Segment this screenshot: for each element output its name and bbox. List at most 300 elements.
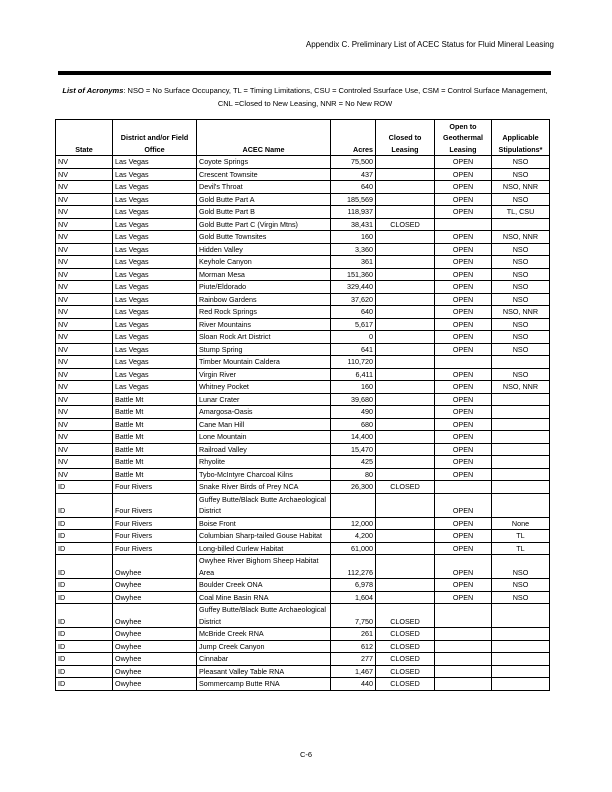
- cell-acres: 61,000: [331, 542, 376, 555]
- table-row: [56, 193, 550, 206]
- cell-office: Battle Mt: [113, 456, 197, 469]
- cell-closed: [376, 306, 435, 319]
- cell-acec-name: Rhyolite: [197, 456, 331, 469]
- cell-office: Four Rivers: [113, 517, 197, 530]
- cell-geothermal: [435, 640, 492, 653]
- cell-closed: CLOSED: [376, 653, 435, 666]
- cell-acec-name: Jump Creek Canyon: [197, 640, 331, 653]
- cell-acec-name: Guffey Butte/Black Butte Archaeological District: [197, 604, 331, 628]
- cell-acec-name: Owyhee River Bighorn Sheep Habitat Area: [197, 555, 331, 579]
- cell-geothermal: OPEN: [435, 493, 492, 517]
- cell-stipulations: [492, 356, 550, 369]
- table-row: [56, 331, 550, 344]
- cell-state: NV: [56, 156, 113, 169]
- cell-office: Las Vegas: [113, 293, 197, 306]
- cell-acres: 1,604: [331, 591, 376, 604]
- cell-geothermal: OPEN: [435, 530, 492, 543]
- cell-acec-name: Lunar Crater: [197, 393, 331, 406]
- cell-office: Owyhee: [113, 640, 197, 653]
- cell-state: NV: [56, 243, 113, 256]
- cell-acec-name: Gold Butte Part A: [197, 193, 331, 206]
- cell-office: Battle Mt: [113, 418, 197, 431]
- cell-closed: [376, 231, 435, 244]
- cell-acres: 37,620: [331, 293, 376, 306]
- cell-stipulations: NSO: [492, 343, 550, 356]
- cell-acec-name: Boulder Creek ONA: [197, 579, 331, 592]
- cell-acres: 361: [331, 256, 376, 269]
- cell-state: ID: [56, 678, 113, 691]
- cell-closed: [376, 579, 435, 592]
- cell-office: Las Vegas: [113, 268, 197, 281]
- cell-acec-name: Amargosa-Oasis: [197, 406, 331, 419]
- cell-acres: 80: [331, 468, 376, 481]
- cell-acres: 110,720: [331, 356, 376, 369]
- cell-office: Four Rivers: [113, 542, 197, 555]
- cell-geothermal: OPEN: [435, 231, 492, 244]
- cell-office: Las Vegas: [113, 368, 197, 381]
- cell-closed: CLOSED: [376, 481, 435, 494]
- table-row: [56, 628, 550, 641]
- cell-state: ID: [56, 555, 113, 579]
- cell-stipulations: NSO: [492, 193, 550, 206]
- cell-stipulations: [492, 481, 550, 494]
- cell-state: NV: [56, 206, 113, 219]
- cell-state: NV: [56, 356, 113, 369]
- table-row: [56, 406, 550, 419]
- cell-office: Four Rivers: [113, 493, 197, 517]
- cell-stipulations: NSO: [492, 256, 550, 269]
- cell-stipulations: NSO, NNR: [492, 306, 550, 319]
- cell-acec-name: Crescent Townsite: [197, 168, 331, 181]
- cell-geothermal: OPEN: [435, 393, 492, 406]
- cell-geothermal: OPEN: [435, 555, 492, 579]
- cell-state: NV: [56, 331, 113, 344]
- cell-acres: 14,400: [331, 431, 376, 444]
- cell-closed: [376, 517, 435, 530]
- table-row: [56, 293, 550, 306]
- cell-office: Owyhee: [113, 653, 197, 666]
- cell-state: ID: [56, 665, 113, 678]
- cell-stipulations: [492, 665, 550, 678]
- cell-acres: 6,978: [331, 579, 376, 592]
- cell-stipulations: TL: [492, 542, 550, 555]
- cell-acres: 26,300: [331, 481, 376, 494]
- cell-acec-name: Railroad Valley: [197, 443, 331, 456]
- cell-geothermal: OPEN: [435, 456, 492, 469]
- cell-stipulations: NSO: [492, 293, 550, 306]
- cell-acec-name: Timber Mountain Caldera: [197, 356, 331, 369]
- cell-state: NV: [56, 306, 113, 319]
- cell-state: NV: [56, 468, 113, 481]
- cell-geothermal: OPEN: [435, 318, 492, 331]
- cell-stipulations: [492, 653, 550, 666]
- cell-acres: 641: [331, 343, 376, 356]
- cell-office: Las Vegas: [113, 343, 197, 356]
- table-row: [56, 530, 550, 543]
- cell-office: Las Vegas: [113, 181, 197, 194]
- cell-closed: [376, 418, 435, 431]
- cell-acres: 12,000: [331, 517, 376, 530]
- cell-office: Las Vegas: [113, 256, 197, 269]
- cell-state: ID: [56, 530, 113, 543]
- table-row: [56, 356, 550, 369]
- table-row: [56, 218, 550, 231]
- cell-closed: [376, 542, 435, 555]
- cell-stipulations: [492, 640, 550, 653]
- table-row: [56, 231, 550, 244]
- cell-state: ID: [56, 493, 113, 517]
- cell-geothermal: [435, 604, 492, 628]
- cell-stipulations: [492, 456, 550, 469]
- acronym-legend-text: : NSO = No Surface Occupancy, TL = Timing Limitations, CSU = Controled Ssurface Use, CSM = Control Surface Management, CNL =Closed to New Leasing, NNR = No New ROW: [123, 86, 548, 108]
- cell-office: Owyhee: [113, 678, 197, 691]
- cell-acres: 490: [331, 406, 376, 419]
- cell-closed: [376, 591, 435, 604]
- cell-acres: 7,750: [331, 604, 376, 628]
- header-acec-name: ACEC Name: [197, 120, 331, 156]
- cell-closed: [376, 381, 435, 394]
- cell-closed: [376, 343, 435, 356]
- cell-state: NV: [56, 181, 113, 194]
- cell-geothermal: OPEN: [435, 256, 492, 269]
- cell-state: NV: [56, 268, 113, 281]
- cell-stipulations: NSO: [492, 156, 550, 169]
- cell-office: Owyhee: [113, 591, 197, 604]
- page-number: C-6: [299, 750, 313, 759]
- cell-geothermal: [435, 356, 492, 369]
- cell-acec-name: Sloan Rock Art District: [197, 331, 331, 344]
- cell-closed: [376, 168, 435, 181]
- cell-closed: [376, 293, 435, 306]
- cell-geothermal: [435, 665, 492, 678]
- table-row: [56, 306, 550, 319]
- cell-office: Las Vegas: [113, 156, 197, 169]
- cell-state: ID: [56, 604, 113, 628]
- cell-acres: 1,467: [331, 665, 376, 678]
- cell-closed: CLOSED: [376, 665, 435, 678]
- cell-office: Las Vegas: [113, 281, 197, 294]
- cell-geothermal: OPEN: [435, 268, 492, 281]
- cell-state: NV: [56, 218, 113, 231]
- cell-acec-name: Columbian Sharp-tailed Gouse Habitat: [197, 530, 331, 543]
- cell-geothermal: OPEN: [435, 281, 492, 294]
- cell-acres: [331, 493, 376, 517]
- cell-geothermal: OPEN: [435, 206, 492, 219]
- cell-closed: CLOSED: [376, 678, 435, 691]
- cell-acres: 440: [331, 678, 376, 691]
- cell-state: NV: [56, 381, 113, 394]
- cell-acec-name: Sommercamp Butte RNA: [197, 678, 331, 691]
- cell-office: Four Rivers: [113, 530, 197, 543]
- table-row: [56, 368, 550, 381]
- cell-acec-name: Rainbow Gardens: [197, 293, 331, 306]
- cell-stipulations: NSO: [492, 331, 550, 344]
- header-open-to-geothermal: Open to Geothermal Leasing: [435, 120, 492, 156]
- table-row: [56, 678, 550, 691]
- cell-acres: 680: [331, 418, 376, 431]
- cell-closed: [376, 443, 435, 456]
- cell-acec-name: Gold Butte Part B: [197, 206, 331, 219]
- header-office: District and/or Field Office: [113, 120, 197, 156]
- cell-closed: [376, 156, 435, 169]
- table-row: [56, 318, 550, 331]
- cell-state: NV: [56, 418, 113, 431]
- cell-stipulations: [492, 628, 550, 641]
- cell-acec-name: Gold Butte Townsites: [197, 231, 331, 244]
- cell-acres: 612: [331, 640, 376, 653]
- cell-office: Las Vegas: [113, 206, 197, 219]
- cell-acres: 640: [331, 306, 376, 319]
- table-row: [56, 431, 550, 444]
- acronym-legend: [60, 84, 550, 110]
- cell-geothermal: OPEN: [435, 293, 492, 306]
- cell-stipulations: NSO: [492, 268, 550, 281]
- cell-closed: CLOSED: [376, 218, 435, 231]
- cell-state: NV: [56, 256, 113, 269]
- table-row: [56, 243, 550, 256]
- cell-state: NV: [56, 318, 113, 331]
- cell-state: NV: [56, 231, 113, 244]
- cell-geothermal: OPEN: [435, 331, 492, 344]
- header-rule: [58, 71, 551, 75]
- cell-office: Las Vegas: [113, 231, 197, 244]
- cell-stipulations: TL, CSU: [492, 206, 550, 219]
- table-row: [56, 653, 550, 666]
- cell-closed: [376, 181, 435, 194]
- cell-geothermal: [435, 218, 492, 231]
- cell-state: ID: [56, 591, 113, 604]
- cell-state: NV: [56, 281, 113, 294]
- cell-acec-name: Stump Spring: [197, 343, 331, 356]
- cell-acec-name: Keyhole Canyon: [197, 256, 331, 269]
- cell-geothermal: OPEN: [435, 243, 492, 256]
- cell-closed: [376, 281, 435, 294]
- cell-acres: 5,617: [331, 318, 376, 331]
- cell-geothermal: [435, 628, 492, 641]
- table-row: [56, 281, 550, 294]
- header-acres: Acres: [331, 120, 376, 156]
- cell-state: NV: [56, 293, 113, 306]
- cell-closed: [376, 331, 435, 344]
- cell-stipulations: NSO, NNR: [492, 231, 550, 244]
- cell-stipulations: NSO: [492, 168, 550, 181]
- cell-geothermal: OPEN: [435, 181, 492, 194]
- cell-closed: [376, 318, 435, 331]
- cell-acec-name: River Mountains: [197, 318, 331, 331]
- cell-closed: [376, 356, 435, 369]
- cell-acres: 185,569: [331, 193, 376, 206]
- cell-acres: 118,937: [331, 206, 376, 219]
- cell-state: NV: [56, 193, 113, 206]
- header-applicable-stipulations: Applicable Stipulations*: [492, 120, 550, 156]
- table-row: [56, 343, 550, 356]
- cell-office: Las Vegas: [113, 356, 197, 369]
- cell-stipulations: [492, 678, 550, 691]
- cell-office: Battle Mt: [113, 406, 197, 419]
- table-row: [56, 456, 550, 469]
- cell-state: NV: [56, 443, 113, 456]
- cell-stipulations: NSO, NNR: [492, 181, 550, 194]
- cell-closed: [376, 268, 435, 281]
- table-row: [56, 640, 550, 653]
- cell-acec-name: Red Rock Springs: [197, 306, 331, 319]
- cell-stipulations: [492, 443, 550, 456]
- cell-office: Owyhee: [113, 555, 197, 579]
- cell-stipulations: NSO, NNR: [492, 381, 550, 394]
- cell-acec-name: Guffey Butte/Black Butte Archaeological District: [197, 493, 331, 517]
- cell-closed: [376, 530, 435, 543]
- cell-closed: [376, 555, 435, 579]
- cell-acres: 15,470: [331, 443, 376, 456]
- cell-closed: [376, 406, 435, 419]
- cell-stipulations: NSO: [492, 318, 550, 331]
- cell-acec-name: Boise Front: [197, 517, 331, 530]
- cell-acres: 39,680: [331, 393, 376, 406]
- cell-office: Las Vegas: [113, 318, 197, 331]
- cell-office: Las Vegas: [113, 306, 197, 319]
- cell-acec-name: McBride Creek RNA: [197, 628, 331, 641]
- cell-geothermal: OPEN: [435, 591, 492, 604]
- cell-stipulations: [492, 431, 550, 444]
- cell-acec-name: Cane Man Hill: [197, 418, 331, 431]
- cell-state: ID: [56, 628, 113, 641]
- cell-geothermal: OPEN: [435, 443, 492, 456]
- cell-geothermal: OPEN: [435, 168, 492, 181]
- cell-state: NV: [56, 343, 113, 356]
- cell-office: Owyhee: [113, 604, 197, 628]
- cell-acres: 38,431: [331, 218, 376, 231]
- cell-acres: 4,200: [331, 530, 376, 543]
- cell-stipulations: NSO: [492, 243, 550, 256]
- table-row: [56, 481, 550, 494]
- page-header: Appendix C. Preliminary List of ACEC Status for Fluid Mineral Leasing: [305, 40, 554, 49]
- cell-acec-name: Coyote Springs: [197, 156, 331, 169]
- cell-geothermal: [435, 481, 492, 494]
- acec-status-table: [55, 119, 550, 691]
- cell-state: ID: [56, 517, 113, 530]
- cell-state: ID: [56, 542, 113, 555]
- cell-acec-name: Gold Butte Part C (Virgin Mtns): [197, 218, 331, 231]
- cell-office: Las Vegas: [113, 381, 197, 394]
- cell-stipulations: None: [492, 517, 550, 530]
- cell-geothermal: OPEN: [435, 368, 492, 381]
- cell-state: NV: [56, 431, 113, 444]
- cell-geothermal: [435, 678, 492, 691]
- table-row: [56, 393, 550, 406]
- table-row: [56, 268, 550, 281]
- cell-acec-name: Piute/Eldorado: [197, 281, 331, 294]
- cell-acres: 329,440: [331, 281, 376, 294]
- cell-closed: [376, 456, 435, 469]
- cell-geothermal: OPEN: [435, 542, 492, 555]
- header-state: State: [56, 120, 113, 156]
- table-row: [56, 517, 550, 530]
- cell-closed: CLOSED: [376, 628, 435, 641]
- cell-state: ID: [56, 481, 113, 494]
- cell-state: NV: [56, 406, 113, 419]
- cell-closed: CLOSED: [376, 604, 435, 628]
- cell-acres: 112,276: [331, 555, 376, 579]
- cell-office: Las Vegas: [113, 193, 197, 206]
- cell-office: Owyhee: [113, 579, 197, 592]
- cell-state: NV: [56, 393, 113, 406]
- cell-geothermal: OPEN: [435, 193, 492, 206]
- table-row: [56, 493, 550, 517]
- table-header-row: [56, 120, 550, 156]
- cell-stipulations: [492, 604, 550, 628]
- cell-office: Owyhee: [113, 665, 197, 678]
- cell-acec-name: Hidden Valley: [197, 243, 331, 256]
- table-row: [56, 591, 550, 604]
- cell-state: NV: [56, 368, 113, 381]
- cell-closed: [376, 368, 435, 381]
- cell-geothermal: OPEN: [435, 468, 492, 481]
- cell-acec-name: Cinnabar: [197, 653, 331, 666]
- cell-closed: [376, 193, 435, 206]
- cell-acres: 151,360: [331, 268, 376, 281]
- cell-closed: [376, 493, 435, 517]
- cell-geothermal: OPEN: [435, 381, 492, 394]
- cell-geothermal: OPEN: [435, 517, 492, 530]
- cell-stipulations: NSO: [492, 281, 550, 294]
- cell-stipulations: [492, 393, 550, 406]
- cell-geothermal: OPEN: [435, 343, 492, 356]
- cell-geothermal: OPEN: [435, 156, 492, 169]
- table-row: [56, 468, 550, 481]
- cell-closed: [376, 243, 435, 256]
- cell-office: Four Rivers: [113, 481, 197, 494]
- cell-geothermal: [435, 653, 492, 666]
- cell-acres: 6,411: [331, 368, 376, 381]
- cell-office: Las Vegas: [113, 168, 197, 181]
- table-row: [56, 256, 550, 269]
- table-row: [56, 604, 550, 628]
- cell-stipulations: [492, 468, 550, 481]
- table-body: [56, 156, 550, 691]
- cell-acec-name: Devil's Throat: [197, 181, 331, 194]
- cell-acres: 425: [331, 456, 376, 469]
- table-row: [56, 156, 550, 169]
- cell-acres: 0: [331, 331, 376, 344]
- cell-closed: [376, 206, 435, 219]
- table-row: [56, 206, 550, 219]
- cell-office: Owyhee: [113, 628, 197, 641]
- acronym-legend-lead: List of Acronyms: [62, 86, 124, 95]
- cell-office: Battle Mt: [113, 468, 197, 481]
- cell-acec-name: Coal Mine Basin RNA: [197, 591, 331, 604]
- cell-state: NV: [56, 168, 113, 181]
- cell-acres: 160: [331, 381, 376, 394]
- table-row: [56, 665, 550, 678]
- cell-acec-name: Tybo-McIntyre Charcoal Kilns: [197, 468, 331, 481]
- cell-state: NV: [56, 456, 113, 469]
- cell-stipulations: NSO: [492, 579, 550, 592]
- cell-acec-name: Pleasant Valley Table RNA: [197, 665, 331, 678]
- cell-office: Battle Mt: [113, 393, 197, 406]
- cell-closed: [376, 256, 435, 269]
- cell-stipulations: [492, 218, 550, 231]
- cell-closed: [376, 468, 435, 481]
- cell-state: ID: [56, 640, 113, 653]
- cell-acec-name: Lone Mountain: [197, 431, 331, 444]
- table-row: [56, 381, 550, 394]
- table-row: [56, 181, 550, 194]
- cell-acres: 160: [331, 231, 376, 244]
- cell-stipulations: [492, 418, 550, 431]
- table-row: [56, 555, 550, 579]
- cell-geothermal: OPEN: [435, 306, 492, 319]
- cell-stipulations: NSO: [492, 368, 550, 381]
